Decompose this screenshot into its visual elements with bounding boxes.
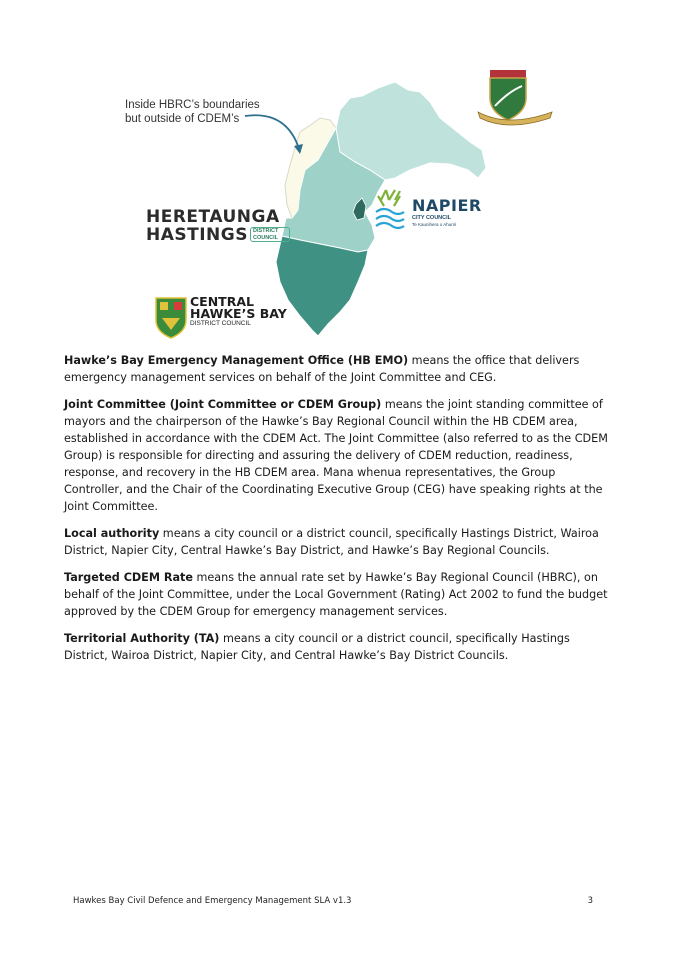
- map-callout: [125, 98, 260, 126]
- definition-term: Territorial Authority (TA): [64, 632, 220, 645]
- chb-logo-line1: CENTRAL: [190, 294, 254, 309]
- callout-line-2: but outside of CDEM’s: [125, 113, 240, 125]
- napier-logo-name: NAPIER: [412, 196, 482, 215]
- napier-logo: [412, 197, 482, 228]
- napier-logo-sub: CITY COUNCIL: [412, 215, 452, 221]
- definition-paragraph: [64, 630, 612, 664]
- definition-text: means a city council or a district council, specifically Hastings District, Wairoa District, Napier City, and Central Hawke’s Bay District Councils.: [64, 632, 570, 662]
- definition-paragraph: [64, 396, 612, 515]
- chb-logo: [190, 296, 287, 328]
- footer-title: Hawkes Bay Civil Defence and Emergency Management SLA v1.3: [73, 896, 352, 906]
- definition-text: means the joint standing committee of mayors and the chairperson of the Hawke’s Bay Regional Council within the HB CDEM area, established in accordance with the CDEM Act. The Joint Committee (also referred to as the CDEM Group) is responsible for directing and assuring the delivery of CDEM reduction, readiness, response, and recovery in the HB CDEM area. Mana whenua representatives, the Group Controller, and the Chair of the Coordinating Executive Group (CEG) have speaking rights at the Joint Committee.: [64, 398, 608, 513]
- region-map: [0, 0, 675, 350]
- hastings-logo-line2: HASTINGS: [146, 225, 248, 245]
- definition-term: Joint Committee (Joint Committee or CDEM Group): [64, 398, 382, 411]
- page-number: 3: [587, 896, 593, 906]
- definition-paragraph: [64, 525, 612, 559]
- hbrc-crest-logo: [478, 70, 552, 125]
- hastings-logo-tag: DISTRICT COUNCIL: [250, 227, 290, 242]
- definition-paragraph: [64, 569, 612, 620]
- definition-term: Targeted CDEM Rate: [64, 571, 193, 584]
- chb-shield-icon: [156, 298, 186, 338]
- definition-term: Local authority: [64, 527, 160, 540]
- page-footer: [73, 896, 593, 906]
- map-chb-district: [276, 236, 368, 336]
- definition-term: Hawke’s Bay Emergency Management Office (HB EMO): [64, 354, 409, 367]
- definition-paragraph: [64, 352, 612, 386]
- region-map-figure: [0, 0, 675, 350]
- napier-fern-icon: [376, 190, 404, 228]
- definition-text: means a city council or a district council, specifically Hastings District, Wairoa District, Napier City, Central Hawke’s Bay District, and Hawke’s Bay Regional Councils.: [64, 527, 599, 557]
- chb-logo-line3: DISTRICT COUNCIL: [190, 320, 251, 327]
- chb-logo-line2: HAWKE’S BAY: [190, 306, 287, 321]
- hastings-logo-line1: HERETAUNGA: [146, 207, 280, 227]
- definitions-section: [64, 352, 612, 674]
- hastings-logo: [146, 208, 290, 245]
- definition-text: means the office that delivers emergency management services on behalf of the Joint Committee and CEG.: [64, 354, 580, 384]
- definition-text: means the annual rate set by Hawke’s Bay Regional Council (HBRC), on behalf of the Joint Committee, under the Local Government (Rating) Act 2002 to fund the budget approved by the CDEM Group for emergency management services.: [64, 571, 608, 618]
- napier-logo-tagline: Te Kaunihera o Ahuriri: [412, 222, 457, 227]
- callout-line-1: Inside HBRC’s boundaries: [125, 99, 260, 111]
